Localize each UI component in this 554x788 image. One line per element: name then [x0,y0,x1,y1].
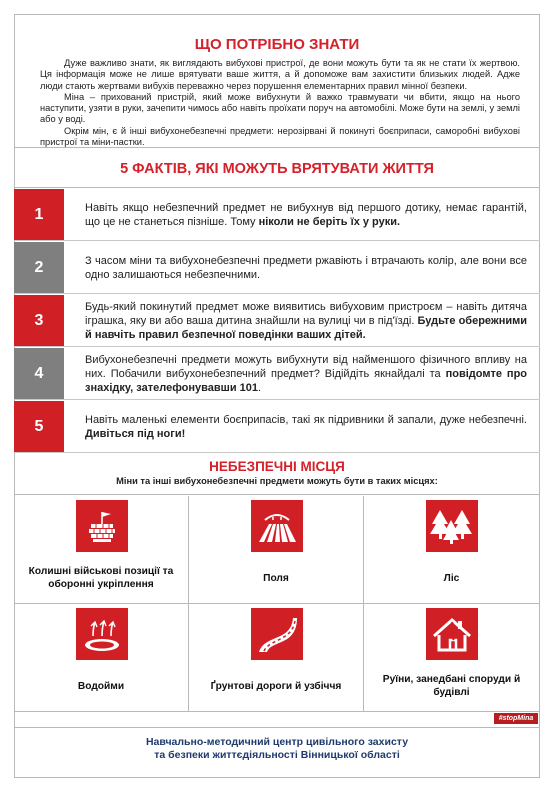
footer-line: та безпеки життєдіяльності Вінницької області [154,749,400,761]
fact-emphasis: повідомте про знахідку, зателефонувавши 101 [85,367,528,394]
divider [14,147,540,148]
divider [14,494,540,495]
fact-row [14,242,540,294]
place-card [364,604,539,712]
fact-emphasis: Будьте обережними й навчіть правил безпечної поведінки ваших дітей. [85,314,527,341]
fact-text: Навіть якщо небезпечний предмет не вибухнув від першого дотику, немає гарантій, що це не станеться пізніше. Тому [85,201,527,228]
divider [14,727,540,728]
divider [14,187,540,188]
footer [0,736,554,762]
place-label: Ліс [443,572,460,584]
hashtag-badge: #stopMina [494,713,538,724]
fortification-icon [76,500,128,552]
place-label: Колишні військові позиції та оборонні укріплення [28,566,174,590]
fact-row [14,401,540,453]
intro-paragraph: Дуже важливо знати, як виглядають вибухові пристрої, де вони можуть бути та як не стати їх жертвою. Ця інформація може не лише врятувати ваше життя, а й допоможе вам захистити близьких людей. Адже люди стають жертвами вибухів переважно через порушення елементарних правил мінної безпеки. [40,58,520,91]
place-label: Водойми [77,680,125,692]
fact-row [14,348,540,400]
place-card [189,604,364,712]
place-label: Ґрунтові дороги й узбіччя [210,680,342,692]
place-card [14,496,189,604]
fact-text: Будь-який покинутий предмет може виявитись вибуховим пристроєм – навіть дитяча іграшка, яку ви або ваша дитина знайшли на вулиці чи в під'їзді. [85,300,527,327]
ruins-icon [426,608,478,660]
field-icon [251,500,303,552]
places-title: НЕБЕЗПЕЧНІ МІСЦЯ [209,459,345,474]
intro-paragraph: Міна – прихований пристрій, який може вибухнути й важко травмувати чи вбити, якщо на нього наступити, узяти в руки, зачепити чимось або навіть проїхати поруч на автомобілі. Може бути на землі, у землі або у воді. [40,91,520,125]
water-icon [76,608,128,660]
page-title: ЩО ПОТРІБНО ЗНАТИ [194,36,360,53]
forest-icon [426,500,478,552]
fact-number: 5 [14,401,64,452]
fact-row [14,295,540,347]
fact-text: Вибухонебезпечні предмети можуть вибухнути від найменшого фізичного впливу на них. Побачили вибухонебезпечний предмет? Відійдіть якнайдалі та [85,353,527,380]
facts-title: 5 ФАКТІВ, ЯКІ МОЖУТЬ ВРЯТУВАТИ ЖИТТЯ [120,161,434,177]
place-label: Поля [263,572,289,584]
fact-row [14,189,540,241]
fact-text: З часом міни та вибухонебезпечні предмети ржавіють і втрачають колір, але вони все одно залишаються небезпечними. [85,254,527,281]
fact-emphasis: Дивіться під ноги! [85,427,186,440]
fact-number: 1 [14,189,64,240]
footer-line: Навчально-методичний центр цивільного захисту [145,736,409,748]
fact-tail: . [258,381,262,394]
place-card [14,604,189,712]
fact-emphasis: ніколи не беріть їх у руки. [258,215,401,228]
fact-number: 2 [14,242,64,293]
intro-paragraph: Окрім мін, є й інші вибухонебезпечні предмети: нерозірвані й покинуті боєприпаси, саморобні вибухові пристрої та міни-пастки. [40,125,520,148]
intro-text [40,58,520,148]
place-label: Руїни, занедбані споруди й будівлі [382,674,521,698]
place-card [364,496,539,604]
fact-number: 3 [14,295,64,346]
fact-text: Навіть маленькі елементи боєприпасів, такі як підривники й запали, дуже небезпечні. [85,413,527,426]
fact-number: 4 [14,348,64,399]
place-card [189,496,364,604]
road-icon [251,608,303,660]
places-grid [14,496,540,712]
places-subtitle: Міни та інші вибухонебезпечні предмети можуть бути в таких місцях: [116,476,438,486]
